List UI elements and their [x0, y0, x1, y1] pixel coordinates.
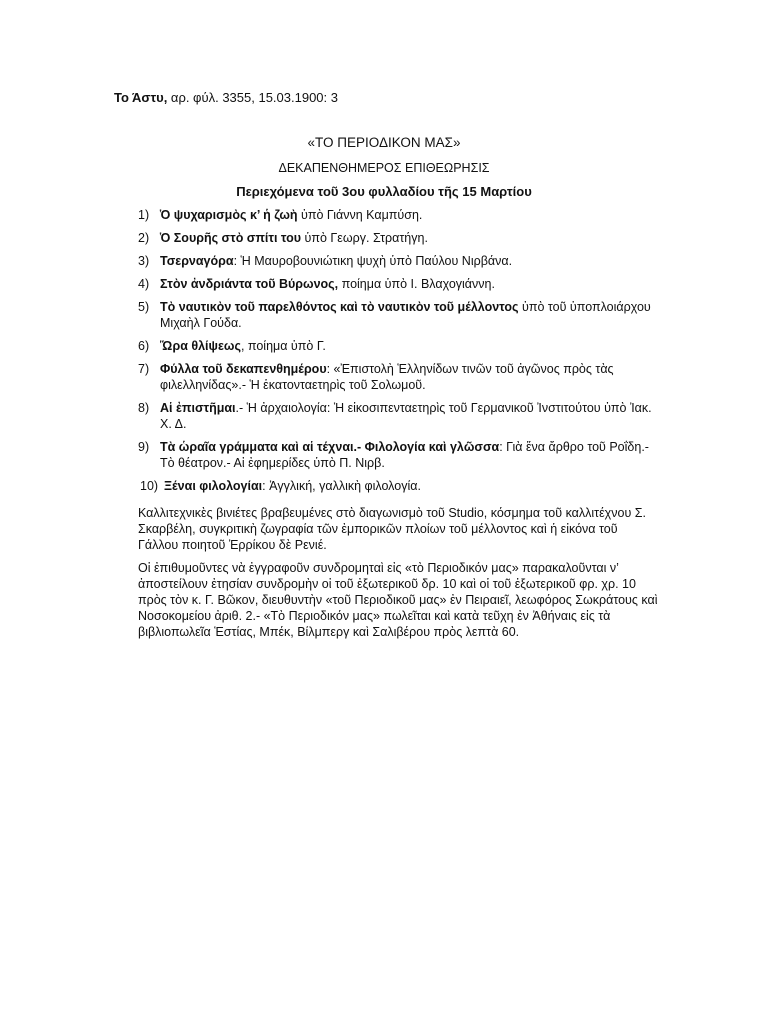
list-item — [134, 230, 654, 246]
item-title: Φύλλα τοῦ δεκαπενθημέρου — [160, 362, 327, 376]
item-number: 1) — [138, 208, 150, 222]
item-title: Τσερναγόρα — [160, 254, 234, 268]
item-number: 3) — [138, 254, 150, 268]
subscription-paragraph: Οἱ ἐπιθυμοῦντες νὰ ἐγγραφοῦν συνδρομηταὶ εἰς «τὸ Περιοδικόν μας» παρακαλοῦνται ν’ ἀποστείλουν ἐτησίαν συνδρομὴν οἱ τοῦ ἐξωτερικοῦ δρ. 10 καὶ οἱ τοῦ ἐξωτερικοῦ φρ. χρ. 10 πρὸς τὸν κ. Γ. Βῶκον, διευθυντὴν «τοῦ Περιοδικοῦ μας» ἐν Πειραιεῖ, λεωφόρος Σωκράτους καὶ Νοσοκομείου ἀριθ. 2.- «Τὸ Περιοδικόν μας» πωλεῖται καὶ κατὰ τεῦχη ἐν Ἀθήναις εἰς τὰ βιβλιοπωλεῖα Ἑστίας, Μπέκ, Βίλμπεργ καὶ Σαλιβέρου πρὸς λεπτὰ 60. — [138, 561, 658, 639]
item-number: 10) — [140, 479, 159, 493]
item-title: Ὁ ψυχαρισμὸς κ’ ἡ ζωὴ — [160, 208, 298, 222]
item-title: Τὰ ὡραῖα γράμματα καὶ αἱ τέχναι.- Φιλολογία καὶ γλῶσσα — [160, 440, 500, 454]
list-item — [134, 400, 654, 432]
list-item — [134, 253, 654, 269]
list-item — [134, 361, 654, 393]
list-item — [134, 478, 654, 494]
item-number: 7) — [138, 362, 150, 376]
list-item — [134, 439, 654, 471]
item-title: Ὁ Σουρῆς στὸ σπίτι του — [160, 231, 302, 245]
item-author: , ποίημα ὑπὸ Γ. — [240, 339, 326, 353]
item-number: 9) — [138, 440, 150, 454]
item-author: ποίημα ὑπὸ Ι. Βλαχογιάννη. — [338, 277, 495, 291]
item-author: ὑπὸ Γιάννη Καμπύση. — [297, 208, 423, 222]
item-number: 4) — [138, 277, 150, 291]
illustrations-paragraph: Καλλιτεχνικὲς βινιέτες βραβευμένες στὸ διαγωνισμὸ τοῦ Studio, κόσμημα τοῦ καλλιτέχνου Σ. Σκαρβέλη, συγκριτικὴ ζωγραφία τῶν ἐμπορικῶν πλοίων τοῦ μέλλοντος καὶ ἡ εἰκόνα τοῦ Γάλλου ποιητοῦ Ἐρρίκου δὲ Ρενιέ. — [138, 506, 646, 552]
item-author: ὑπὸ Γεωργ. Στρατήγη. — [301, 231, 428, 245]
document-subtitle: ΔΕΚΑΠΕΝΘΗΜΕΡΟΣ ΕΠΙΘΕΩΡΗΣΙΣ — [278, 161, 490, 175]
item-number: 8) — [138, 401, 150, 415]
item-author: : Ἡ Μαυροβουνιώτικη ψυχὴ ὑπὸ Παύλου Νιρβάνα. — [233, 254, 513, 268]
contents-heading: Περιεχόμενα τοῦ 3ου φυλλαδίου τῆς 15 Μαρτίου — [236, 184, 532, 199]
item-title: Ὥρα θλίψεως — [160, 339, 241, 353]
source-citation — [114, 89, 674, 106]
list-item — [134, 338, 654, 354]
item-author: .- Ἡ ἀρχαιολογία: Ἡ εἰκοσιπενταετηρὶς τοῦ Γερμανικοῦ Ἰνστιτούτου ὑπὸ Ἰακ. Χ. Δ. — [160, 401, 652, 431]
item-number: 6) — [138, 339, 150, 353]
item-author: : Ἀγγλική, γαλλικὴ φιλολογία. — [262, 479, 421, 493]
item-author: ὑπὸ τοῦ ὑποπλοιάρχου Μιχαὴλ Γούδα. — [160, 300, 651, 330]
source-name: Το Άστυ, — [114, 90, 168, 105]
item-title: Τὸ ναυτικὸν τοῦ παρελθόντος καὶ τὸ ναυτικὸν τοῦ μέλλοντος — [160, 300, 519, 314]
item-author: : Γιὰ ἕνα ἄρθρο τοῦ Ροΐδη.- Τὸ θέατρον.- Αἱ ἐφημερίδες ὑπὸ Π. Νιρβ. — [160, 440, 649, 470]
contents-list — [134, 207, 654, 501]
list-item — [134, 207, 654, 223]
item-number: 2) — [138, 231, 150, 245]
item-number: 5) — [138, 300, 150, 314]
item-title: Ξέναι φιλολογίαι — [164, 479, 263, 493]
list-item — [134, 299, 654, 331]
item-title: Αἱ ἐπιστῆμαι — [160, 401, 236, 415]
document-title: «ΤΟ ΠΕΡΙΟΔΙΚΟΝ ΜΑΣ» — [307, 135, 461, 150]
source-details: αρ. φύλ. 3355, 15.03.1900: 3 — [167, 90, 338, 105]
list-item — [134, 276, 654, 292]
item-title: Στὸν ἀνδριάντα τοῦ Βύρωνος, — [160, 277, 339, 291]
item-author: : «Ἐπιστολὴ Ἑλληνίδων τινῶν τοῦ ἀγῶνος πρὸς τὰς φιλελληνίδας».- Ἡ ἑκατονταετηρὶς τοῦ Σολωμοῦ. — [160, 362, 614, 392]
